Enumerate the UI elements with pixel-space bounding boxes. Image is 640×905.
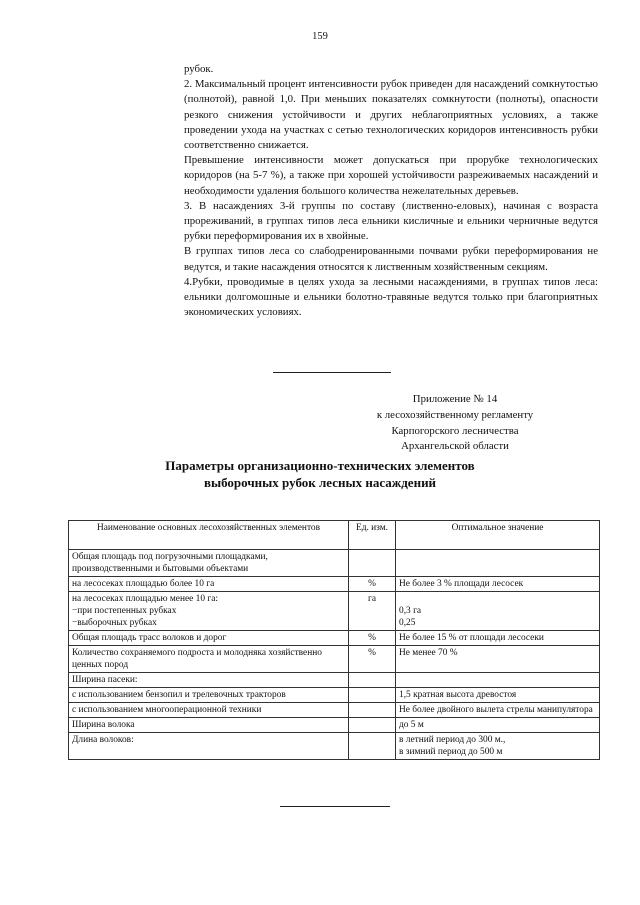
table-row [69, 733, 600, 760]
cell-value [396, 673, 600, 688]
cell-value: Не более двойного вылета стрелы манипулятора [396, 703, 600, 718]
appendix-reference [350, 392, 560, 455]
cell-name: Ширина пасеки: [69, 673, 349, 688]
cell-value [396, 592, 600, 631]
cell-name [69, 592, 349, 631]
document-title [0, 458, 640, 491]
cell-name: на лесосеках площадью более 10 га [69, 577, 349, 592]
cell-name: с использованием бензопил и трелевочных тракторов [69, 688, 349, 703]
parameters-table [68, 520, 600, 760]
cell-value: 1,5 кратная высота древостоя [396, 688, 600, 703]
appendix-line: Карпогорского лесничества [391, 424, 519, 437]
table-row [69, 631, 600, 646]
paragraph: рубок. [184, 63, 214, 75]
table-row [69, 718, 600, 733]
header-name: Наименование основных лесохозяйственных элементов [69, 521, 349, 550]
page-number: 159 [312, 31, 328, 42]
appendix-line: Приложение № 14 [412, 393, 498, 405]
value-label: в летний период до 300 м., [399, 735, 506, 745]
cell-value: Не менее 70 % [396, 646, 600, 673]
separator-rule [280, 806, 390, 807]
table-row [69, 688, 600, 703]
cell-unit [349, 703, 396, 718]
body-text [184, 62, 598, 320]
cell-name: Количество сохраняемого подроста и молодняка хозяйственно ценных пород [69, 646, 349, 673]
appendix-line: к лесохозяйственному регламенту [376, 408, 534, 421]
paragraph: 3. В насаждениях 3-й группы по составу (лиственно-еловых), начиная с возраста прореживаний, в группах типов леса ельники кисличные и ельники черничные ведутся рубки переформирования их в хвойные. [184, 199, 598, 243]
header-unit: Ед. изм. [349, 521, 396, 550]
table-header-row [69, 521, 600, 550]
paragraph: Превышение интенсивности может допускаться при прорубке технологических коридоров (на 5-7 %), а также при хорошей устойчивости разреживаемых насаждений и необходимости удаления большого количества нежелательных деревьев. [184, 154, 598, 197]
cell-unit [349, 592, 396, 631]
cell-name: с использованием многооперационной техники [69, 703, 349, 718]
cell-unit [349, 673, 396, 688]
cell-unit: % [349, 577, 396, 592]
appendix-line: Архангельской области [401, 440, 509, 453]
cell-value: Не более 15 % от площади лесосеки [396, 631, 600, 646]
paragraph: 4.Рубки, проводимые в целях ухода за лесными насаждениями, в группах типов леса: ельники долгомошные и ельники болотно-травяные ведутся только при благоприятных экономических условиях. [184, 275, 598, 319]
table-row [69, 673, 600, 688]
title-line: Параметры организационно-технических элементов [165, 458, 475, 473]
cell-name: Ширина волока [69, 718, 349, 733]
separator-rule [273, 372, 391, 373]
cell-unit [349, 733, 396, 760]
table-row [69, 550, 600, 577]
cell-value: Не более 3 % площади лесосек [396, 577, 600, 592]
table-row [69, 577, 600, 592]
header-value: Оптимальное значение [396, 521, 600, 550]
cell-unit: % [349, 631, 396, 646]
row-label: −при постепенных рубках [72, 606, 177, 616]
value-label: 0,3 га [399, 606, 422, 616]
table-row [69, 646, 600, 673]
cell-unit: % [349, 646, 396, 673]
paragraph: 2. Максимальный процент интенсивности рубок приведен для насаждений сомкнутостью (полнотой), равной 1,0. При меньших показателях сомкнутости (полноты), опасности резкого снижения устойчивости и других неблагоприятных условиях, а также проведении ухода на участках с сетью технологических коридоров интенсивность рубки соответственно снижается. [184, 78, 598, 152]
value-label [399, 593, 596, 605]
value-label: 0,25 [399, 618, 416, 628]
table-row [69, 703, 600, 718]
unit-label: га [367, 594, 376, 604]
row-label: на лесосеках площадью менее 10 га: [72, 594, 218, 604]
cell-value [396, 550, 600, 577]
table-row [69, 592, 600, 631]
cell-name: Общая площадь трасс волоков и дорог [69, 631, 349, 646]
cell-name: Общая площадь под погрузочными площадками, производственными и бытовыми объектами [69, 550, 349, 577]
cell-unit [349, 550, 396, 577]
cell-unit [349, 688, 396, 703]
row-label: −выборочных рубках [72, 618, 157, 628]
cell-value: до 5 м [396, 718, 600, 733]
cell-value [396, 733, 600, 760]
cell-name: Длина волоков: [69, 733, 349, 760]
title-line: выборочных рубок лесных насаждений [203, 474, 437, 490]
paragraph: В группах типов леса со слабодренированными почвами рубки переформирования не ведутся, и такие насаждения относятся к лиственным хозяйственным секциям. [184, 245, 598, 273]
cell-unit [349, 718, 396, 733]
value-label: в зимний период до 500 м [399, 747, 503, 757]
